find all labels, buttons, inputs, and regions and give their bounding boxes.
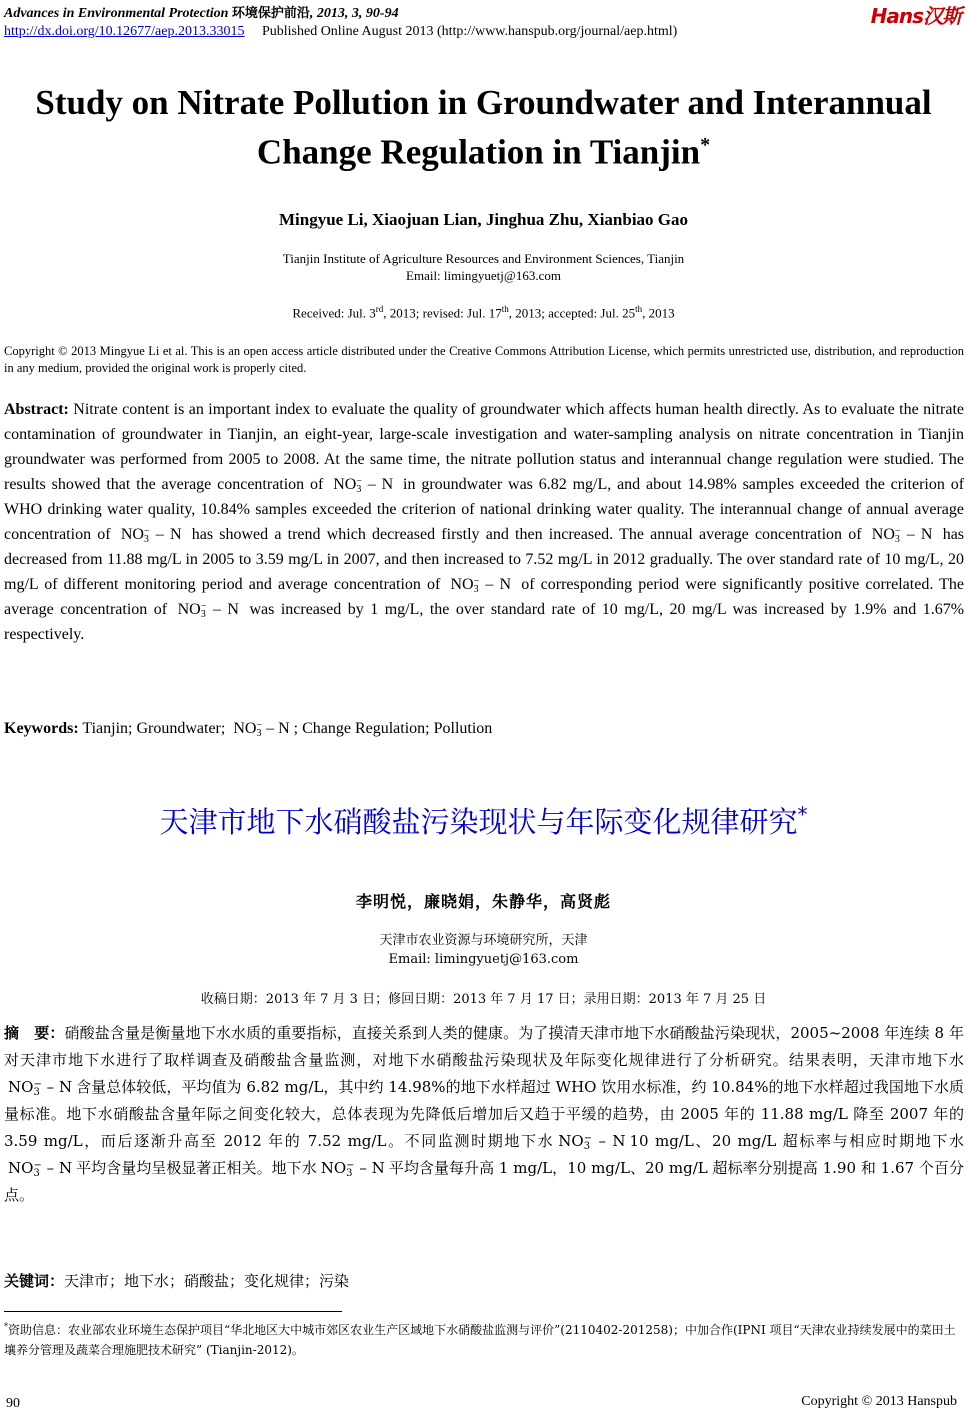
published-online: Published Online August 2013 (http://www.hanspub.org/journal/aep.html)	[261, 24, 678, 39]
page-number: 90	[6, 1396, 20, 1411]
affiliation-en-line: Tianjin Institute of Agriculture Resources and Environment Sciences, Tianjin	[282, 251, 685, 266]
footer-copyright: Copyright © 2013 Hanspub	[801, 1394, 957, 1409]
keywords-en: Keywords: Tianjin; Groundwater; NO− 3 – N ; Change Regulation; Pollution	[4, 720, 493, 740]
chem-formula: NO− 3 – N	[450, 576, 512, 596]
abstract-cn-label: 摘 要：	[4, 1024, 65, 1042]
chem-formula: NO− 3 – N	[320, 1159, 385, 1179]
doi-line	[4, 24, 677, 40]
abstract-cn: 摘 要：硝酸盐含量是衡量地下水水质的重要指标，直接关系到人类的健康。为了摸清天津市地下水硝酸盐污染现状，2005~2008 年连续 8 年对天津市地下水进行了取样调查及硝酸盐含量监测，对地下水硝酸盐污染现状及年际变化规律进行了分析研究。结果表明，天津市地下水NO− 3 – N 含量总体较低，平均值为 6.82 mg/L，其中约 14.98%的地下水样超过 WHO 饮用水标准，约 10.84%的地下水样超过我国地下水质量标准。地下水硝酸盐含量年际之间变化较大，总体表现为先降低后增加后又趋于平缓的趋势，由 2005 年的 11.88 mg/L 降至 2007 年的 3.59 mg/L，而后逐渐升高至 2012 年的 7.52 mg/L。不同监测时期地下水 NO− 3 – N 10 mg/L、20 mg/L 超标率与相应时期地下水NO− 3 – N 平均含量均呈极显著正相关。地下水 NO− 3 – N 平均含量每升高 1 mg/L，10 mg/L、20 mg/L 超标率分别提高 1.90 和 1.67 个百分点。	[4, 1024, 964, 1204]
title-footnote-mark: *	[700, 134, 711, 156]
doi-link[interactable]: http://dx.doi.org/10.12677/aep.2013.33015	[4, 24, 245, 39]
keywords-label: Keywords:	[4, 720, 79, 737]
chem-formula: NO− 3 – N	[8, 1078, 73, 1098]
chem-formula: NO− 3 – N	[177, 601, 239, 621]
abstract-en: Abstract: Nitrate content is an important index to evaluate the quality of groundwater which affects human health directly. As to evaluate the nitrate contamination of groundwater in Tianjin, an eight-year, large-scale investigation and water-sampling analysis on nitrate concentration in Tianjin groundwater was performed from 2005 to 2008. At the same time, the nitrate pollution status and interannual change regulation were studied. The results showed that the average concentration of NO− 3 – N in groundwater was 6.82 mg/L, and about 14.98% samples exceeded the criterion of WHO drinking water quality, 10.84% samples exceeded the criterion of national drinking water quality. The interannual change of annual average concentration of NO− 3 – N has showed a trend which decreased firstly and then increased. The annual average concentration of NO− 3 – N has decreased from 11.88 mg/L in 2005 to 3.59 mg/L in 2007, and then increased to 7.52 mg/L in 2012 gradually. The over standard rate of 10 mg/L, 20 mg/L of different monitoring period and average concentration of NO− 3 – N of corresponding period were significantly positive correlated. The average concentration of NO− 3 – N was increased by 1 mg/L, the over standard rate of 10 mg/L, 20 mg/L was increased by 1.9% and 1.67% respectively.	[4, 401, 965, 643]
keywords-cn: 关键词：天津市；地下水；硝酸盐；变化规律；污染	[4, 1272, 350, 1290]
chem-formula: NO− 3 – N	[233, 720, 290, 740]
copyright-notice-en: Copyright © 2013 Mingyue Li et al. This is an open access article distributed under the Creative Commons Attribution License, which permits unrestricted use, distribution, and reproduction in any medium, provided the original work is properly cited.	[4, 344, 964, 375]
abstract-label: Abstract:	[4, 401, 69, 418]
chem-formula: NO− 3 – N	[120, 526, 182, 546]
authors-en: Mingyue Li, Xiaojuan Lian, Jinghua Zhu, Xianbiao Gao	[278, 210, 689, 229]
keywords-cn-label: 关键词：	[4, 1272, 65, 1290]
chem-formula: NO− 3 – N	[8, 1159, 73, 1179]
affiliation-en	[0, 250, 967, 284]
paper-title-en: Study on Nitrate Pollution in Groundwater and Interannual Change Regulation in Tianjin*	[35, 83, 932, 172]
journal-issue: , 2013, 3, 90-94	[309, 6, 399, 21]
funding-footnote: *资助信息：农业部农业环境生态保护项目“华北地区大中城市郊区农业生产区域地下水硝酸盐监测与评价”(2110402-201258)；中加合作(IPNI 项目“天津农业持续发展中的菜田土壤养分管理及蔬菜合理施肥技术研究” (Tianjin-2012)。	[4, 1322, 956, 1357]
email-cn: Email: limingyuetj@163.com	[388, 952, 579, 967]
affiliation-cn	[0, 931, 967, 969]
chem-formula: NO− 3 – N	[871, 526, 933, 546]
journal-name-cn: 环境保护前沿	[231, 6, 310, 21]
journal-name: Advances in Environmental Protection	[4, 6, 229, 21]
affiliation-cn-line: 天津市农业资源与环境研究所，天津	[379, 933, 588, 948]
received-dates-cn: 收稿日期：2013 年 7 月 3 日；修回日期：2013 年 7 月 17 日；录用日期：2013 年 7 月 25 日	[200, 992, 767, 1007]
email-en: Email: limingyuetj@163.com	[406, 268, 561, 283]
received-dates-en: Received: Jul. 3rd, 2013; revised: Jul. 17th, 2013; accepted: Jul. 25th, 2013	[292, 304, 675, 321]
authors-cn: 李明悦，廉晓娟，朱静华，高贤彪	[355, 892, 611, 911]
chem-formula: NO− 3 – N	[333, 476, 394, 496]
journal-header	[4, 2, 399, 22]
hans-logo: Hans汉斯	[870, 4, 961, 28]
chem-formula: NO− 3 – N	[558, 1132, 626, 1152]
footnote-rule	[4, 1311, 342, 1312]
paper-title-cn: 天津市地下水硝酸盐污染现状与年际变化规律研究*	[159, 802, 808, 839]
